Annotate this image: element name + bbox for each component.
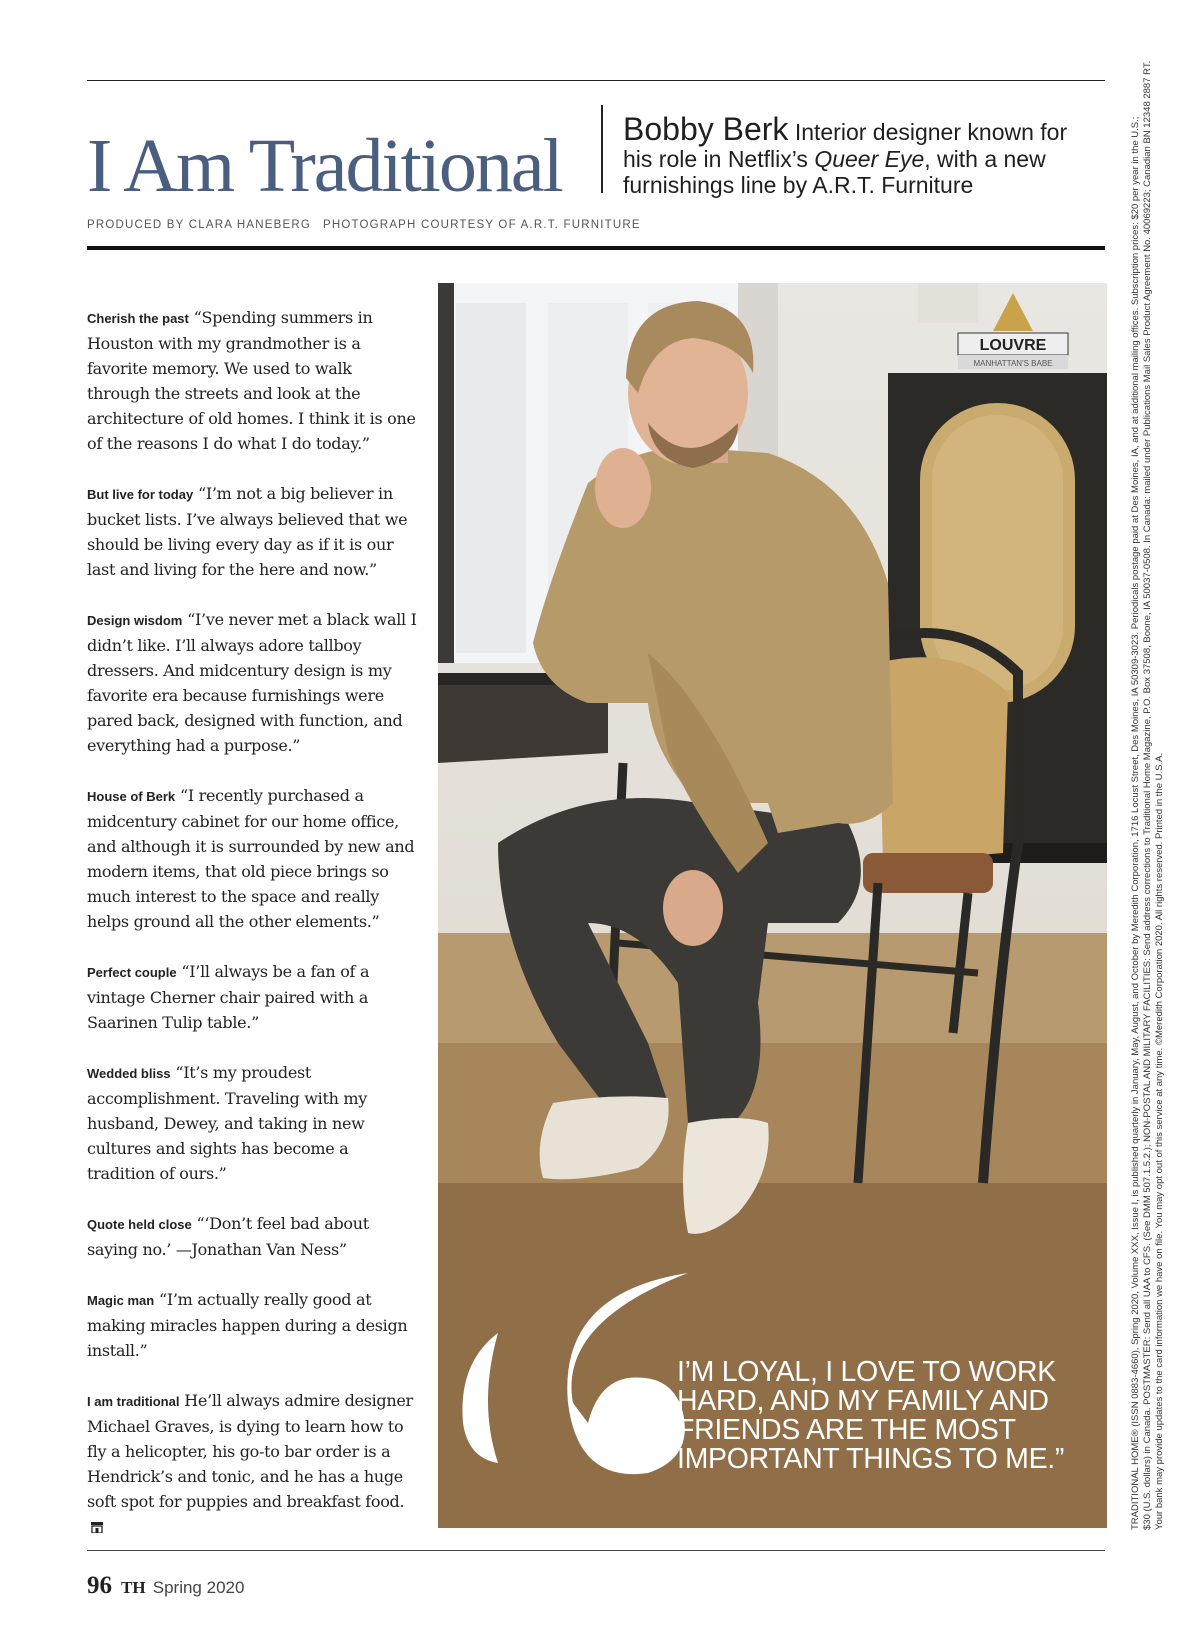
- qa-text: He’ll always admire designer Michael Graves, is dying to learn how to fly a helicopter, his go-to bar order is a Hendrick’s and tonic, and he has a huge soft spot for puppies and breakfast food.: [87, 1391, 413, 1511]
- qa-label: Perfect couple: [87, 965, 177, 980]
- subject-name: Bobby Berk: [623, 111, 789, 147]
- qa-item: [87, 607, 417, 758]
- qa-text: “It’s my proudest accomplishment. Traveling with my husband, Dewey, and taking in new cultures and sights has become a tradition of ours.”: [87, 1063, 367, 1183]
- issue-date: Spring 2020: [152, 1578, 245, 1597]
- page-folio: [87, 1572, 244, 1600]
- qa-item: [87, 1211, 417, 1262]
- qa-item: [87, 1287, 417, 1363]
- photo-credit: PHOTOGRAPH COURTESY OF A.R.T. FURNITURE: [322, 219, 641, 231]
- subject-intro-text-1: Interior designer known for his role in Netflix’s: [623, 119, 1068, 172]
- qa-label: Cherish the past: [87, 311, 189, 326]
- qa-item: [87, 959, 417, 1035]
- subject-show-title: Queer Eye: [814, 146, 925, 172]
- qa-label: I am traditional: [87, 1394, 180, 1409]
- qa-item: [87, 1060, 417, 1186]
- top-rule: [87, 80, 1105, 81]
- qa-label: Wedded bliss: [87, 1066, 171, 1081]
- qa-label: Magic man: [87, 1293, 155, 1308]
- qa-label: But live for today: [87, 487, 194, 502]
- book-subtitle: MANHATTAN'S BABE: [973, 359, 1053, 368]
- legal-line: Your bank may provide updates to the card information we have on file. You may opt out of this service at any time. ©Meredith Corporation 2020. All rights reserved. Printed in the U.S.A.: [1154, 752, 1165, 1530]
- portrait-scene: [438, 283, 1107, 1528]
- page-title: I Am Traditional: [87, 124, 562, 208]
- qa-text: “‘Don’t feel bad about saying no.’ —Jonathan Van Ness”: [87, 1214, 369, 1259]
- qa-text: “I’m actually really good at making miracles happen during a design install.”: [87, 1290, 408, 1360]
- qa-item: [87, 783, 417, 934]
- header-rule: [87, 246, 1105, 250]
- subject-intro: [623, 112, 1093, 198]
- book-title: LOUVRE: [979, 337, 1047, 354]
- producer-credit: PRODUCED BY CLARA HANEBERG: [87, 219, 311, 231]
- legal-notice: [1130, 60, 1166, 1530]
- house-end-mark-icon: [91, 1515, 103, 1540]
- qa-text: “I’m not a big believer in bucket lists. I’ve always believed that we should be living every day as if it is our last and living for the here and now.”: [87, 484, 408, 579]
- legal-line: $30 (U.S. dollars) in Canada. POSTMASTER: Send all UAA to CFS. (See DMM 507.1.5.2.); NON-POSTAL AND MILITARY FACILITIES: Send address corrections to Traditional Home Magazine, P.O. Box 37508, Boone, IA 50037-0508. In Canada: mailed under Publications Mail Sales Product Agreement No. 40069223; Canadian BN 12348 2887 RT.: [1142, 60, 1153, 1530]
- qa-column: [87, 305, 417, 1565]
- portrait-photo: [438, 283, 1107, 1528]
- qa-label: Design wisdom: [87, 613, 183, 628]
- qa-text: “I’ve never met a black wall I didn’t like. I’ll always adore tallboy dressers. And midcentury design is my favorite era because furnishings were pared back, designed with function, and everything had a purpose.”: [87, 610, 417, 755]
- magazine-initials: TH: [121, 1578, 146, 1597]
- qa-text: “Spending summers in Houston with my grandmother is a favorite memory. We used to walk through the streets and look at the architecture of old homes. I think it is one of the reasons I do what I do today.”: [87, 308, 416, 453]
- qa-label: House of Berk: [87, 789, 176, 804]
- footer-rule: [87, 1550, 1105, 1551]
- qa-item: [87, 481, 417, 582]
- pull-quote: I’M LOYAL, I LOVE TO WORK HARD, AND MY FAMILY AND FRIENDS ARE THE MOST IMPORTANT THINGS TO ME.”: [677, 1356, 1065, 1475]
- page-number: 96: [87, 1572, 112, 1599]
- qa-item: [87, 1388, 417, 1540]
- qa-item: [87, 305, 417, 456]
- credits-line: [87, 219, 641, 231]
- qa-text: “I’ll always be a fan of a vintage Cherner chair paired with a Saarinen Tulip table.”: [87, 962, 370, 1032]
- qa-label: Quote held close: [87, 1217, 192, 1232]
- title-divider: [601, 105, 603, 193]
- qa-text: “I recently purchased a midcentury cabinet for our home office, and although it is surrounded by new and modern items, that old piece brings so much interest to the space and really helps ground all the other elements.”: [87, 786, 415, 931]
- legal-line: TRADITIONAL HOME® (ISSN 0883-4660), Spring 2020, Volume XXX, Issue I, is published quarterly in January, May, August, and October by Meredith Corporation, 1716 Locust Street, Des Moines, IA 50309-3023. Periodicals postage paid at Des Moines, IA, and at additional mailing offices. Subscription prices: $20 per year in the U.S.;: [1130, 116, 1141, 1530]
- subject-intro-text-2: , with a new furnishings line by A.R.T. Furniture: [623, 146, 1046, 198]
